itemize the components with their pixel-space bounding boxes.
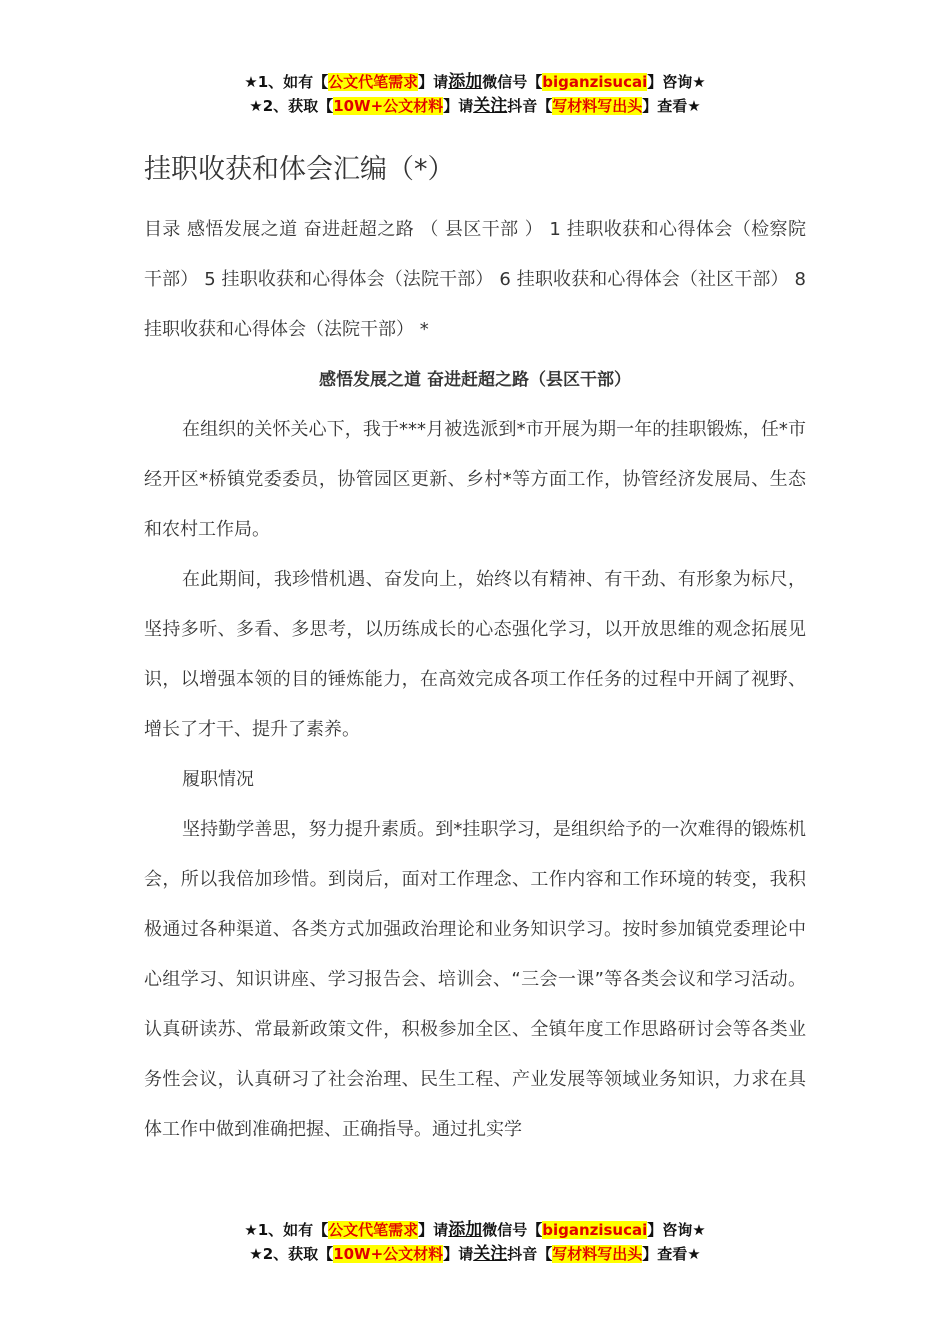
banner-text: 】请	[443, 97, 474, 115]
bottom-banner	[0, 1218, 950, 1266]
banner-text: ★1、如有【	[244, 1221, 329, 1239]
banner-text: 微信号【	[482, 1221, 543, 1239]
banner-line-1	[0, 70, 950, 94]
banner-text: ★1、如有【	[244, 73, 329, 91]
banner-highlight: biganzisucai	[542, 73, 648, 91]
banner-line-2	[0, 1242, 950, 1266]
table-of-contents: 目录 感悟发展之道 奋进赶超之路 （ 县区干部 ） 1 挂职收获和心得体会（检察院干部） 5 挂职收获和心得体会（法院干部） 6 挂职收获和心得体会（社区干部） 8 挂职收获和心得体会（法院干部） *	[144, 219, 806, 340]
banner-text: 抖音【	[507, 1245, 553, 1263]
banner-highlight: 10W+公文材料	[333, 97, 444, 115]
banner-highlight: 10W+公文材料	[333, 1245, 444, 1263]
banner-underlined: 关注	[473, 96, 508, 116]
banner-text: ★2、获取【	[249, 97, 334, 115]
banner-highlight: 公文代笔需求	[328, 73, 419, 91]
banner-text: ★2、获取【	[249, 1245, 334, 1263]
document-body	[144, 145, 806, 1155]
banner-highlight: 公文代笔需求	[328, 1221, 419, 1239]
banner-underlined: 关注	[473, 1244, 508, 1264]
banner-text: 】请	[418, 73, 449, 91]
top-banner	[0, 70, 950, 118]
banner-text: 】咨询★	[647, 1221, 706, 1239]
subheading: 履职情况	[182, 769, 254, 790]
banner-highlight: biganzisucai	[542, 1221, 648, 1239]
banner-line-1	[0, 1218, 950, 1242]
banner-highlight: 写材料写出头	[552, 1245, 643, 1263]
banner-text: 】请	[443, 1245, 474, 1263]
banner-text: 】查看★	[642, 97, 701, 115]
banner-line-2	[0, 94, 950, 118]
paragraph: 在组织的关怀关心下，我于***月被选派到*市开展为期一年的挂职锻炼，任*市经开区*桥镇党委委员，协管园区更新、乡村*等方面工作，协管经济发展局、生态和农村工作局。	[144, 419, 806, 540]
banner-text: 】咨询★	[647, 73, 706, 91]
paragraph: 坚持勤学善思，努力提升素质。到*挂职学习，是组织给予的一次难得的锻炼机会，所以我倍加珍惜。到岗后，面对工作理念、工作内容和工作环境的转变，我积极通过各种渠道、各类方式加强政治理论和业务知识学习。按时参加镇党委理论中心组学习、知识讲座、学习报告会、培训会、“三会一课”等各类会议和学习活动。认真研读苏、常最新政策文件，积极参加全区、全镇年度工作思路研讨会等各类业务性会议，认真研习了社会治理、民生工程、产业发展等领域业务知识，力求在具体工作中做到准确把握、正确指导。通过扎实学	[144, 819, 806, 1140]
section-heading: 感悟发展之道 奋进赶超之路（县区干部）	[319, 370, 631, 390]
banner-text: 抖音【	[507, 97, 553, 115]
banner-text: 】查看★	[642, 1245, 701, 1263]
document-title: 挂职收获和体会汇编（*）	[144, 154, 455, 185]
banner-text: 微信号【	[482, 73, 543, 91]
banner-underlined: 添加	[448, 72, 483, 92]
banner-underlined: 添加	[448, 1220, 483, 1240]
banner-text: 】请	[418, 1221, 449, 1239]
paragraph: 在此期间，我珍惜机遇、奋发向上，始终以有精神、有干劲、有形象为标尺，坚持多听、多看、多思考，以历练成长的心态强化学习，以开放思维的观念拓展见识，以增强本领的目的锤炼能力，在高效完成各项工作任务的过程中开阔了视野、增长了才干、提升了素养。	[144, 569, 806, 740]
banner-highlight: 写材料写出头	[552, 97, 643, 115]
